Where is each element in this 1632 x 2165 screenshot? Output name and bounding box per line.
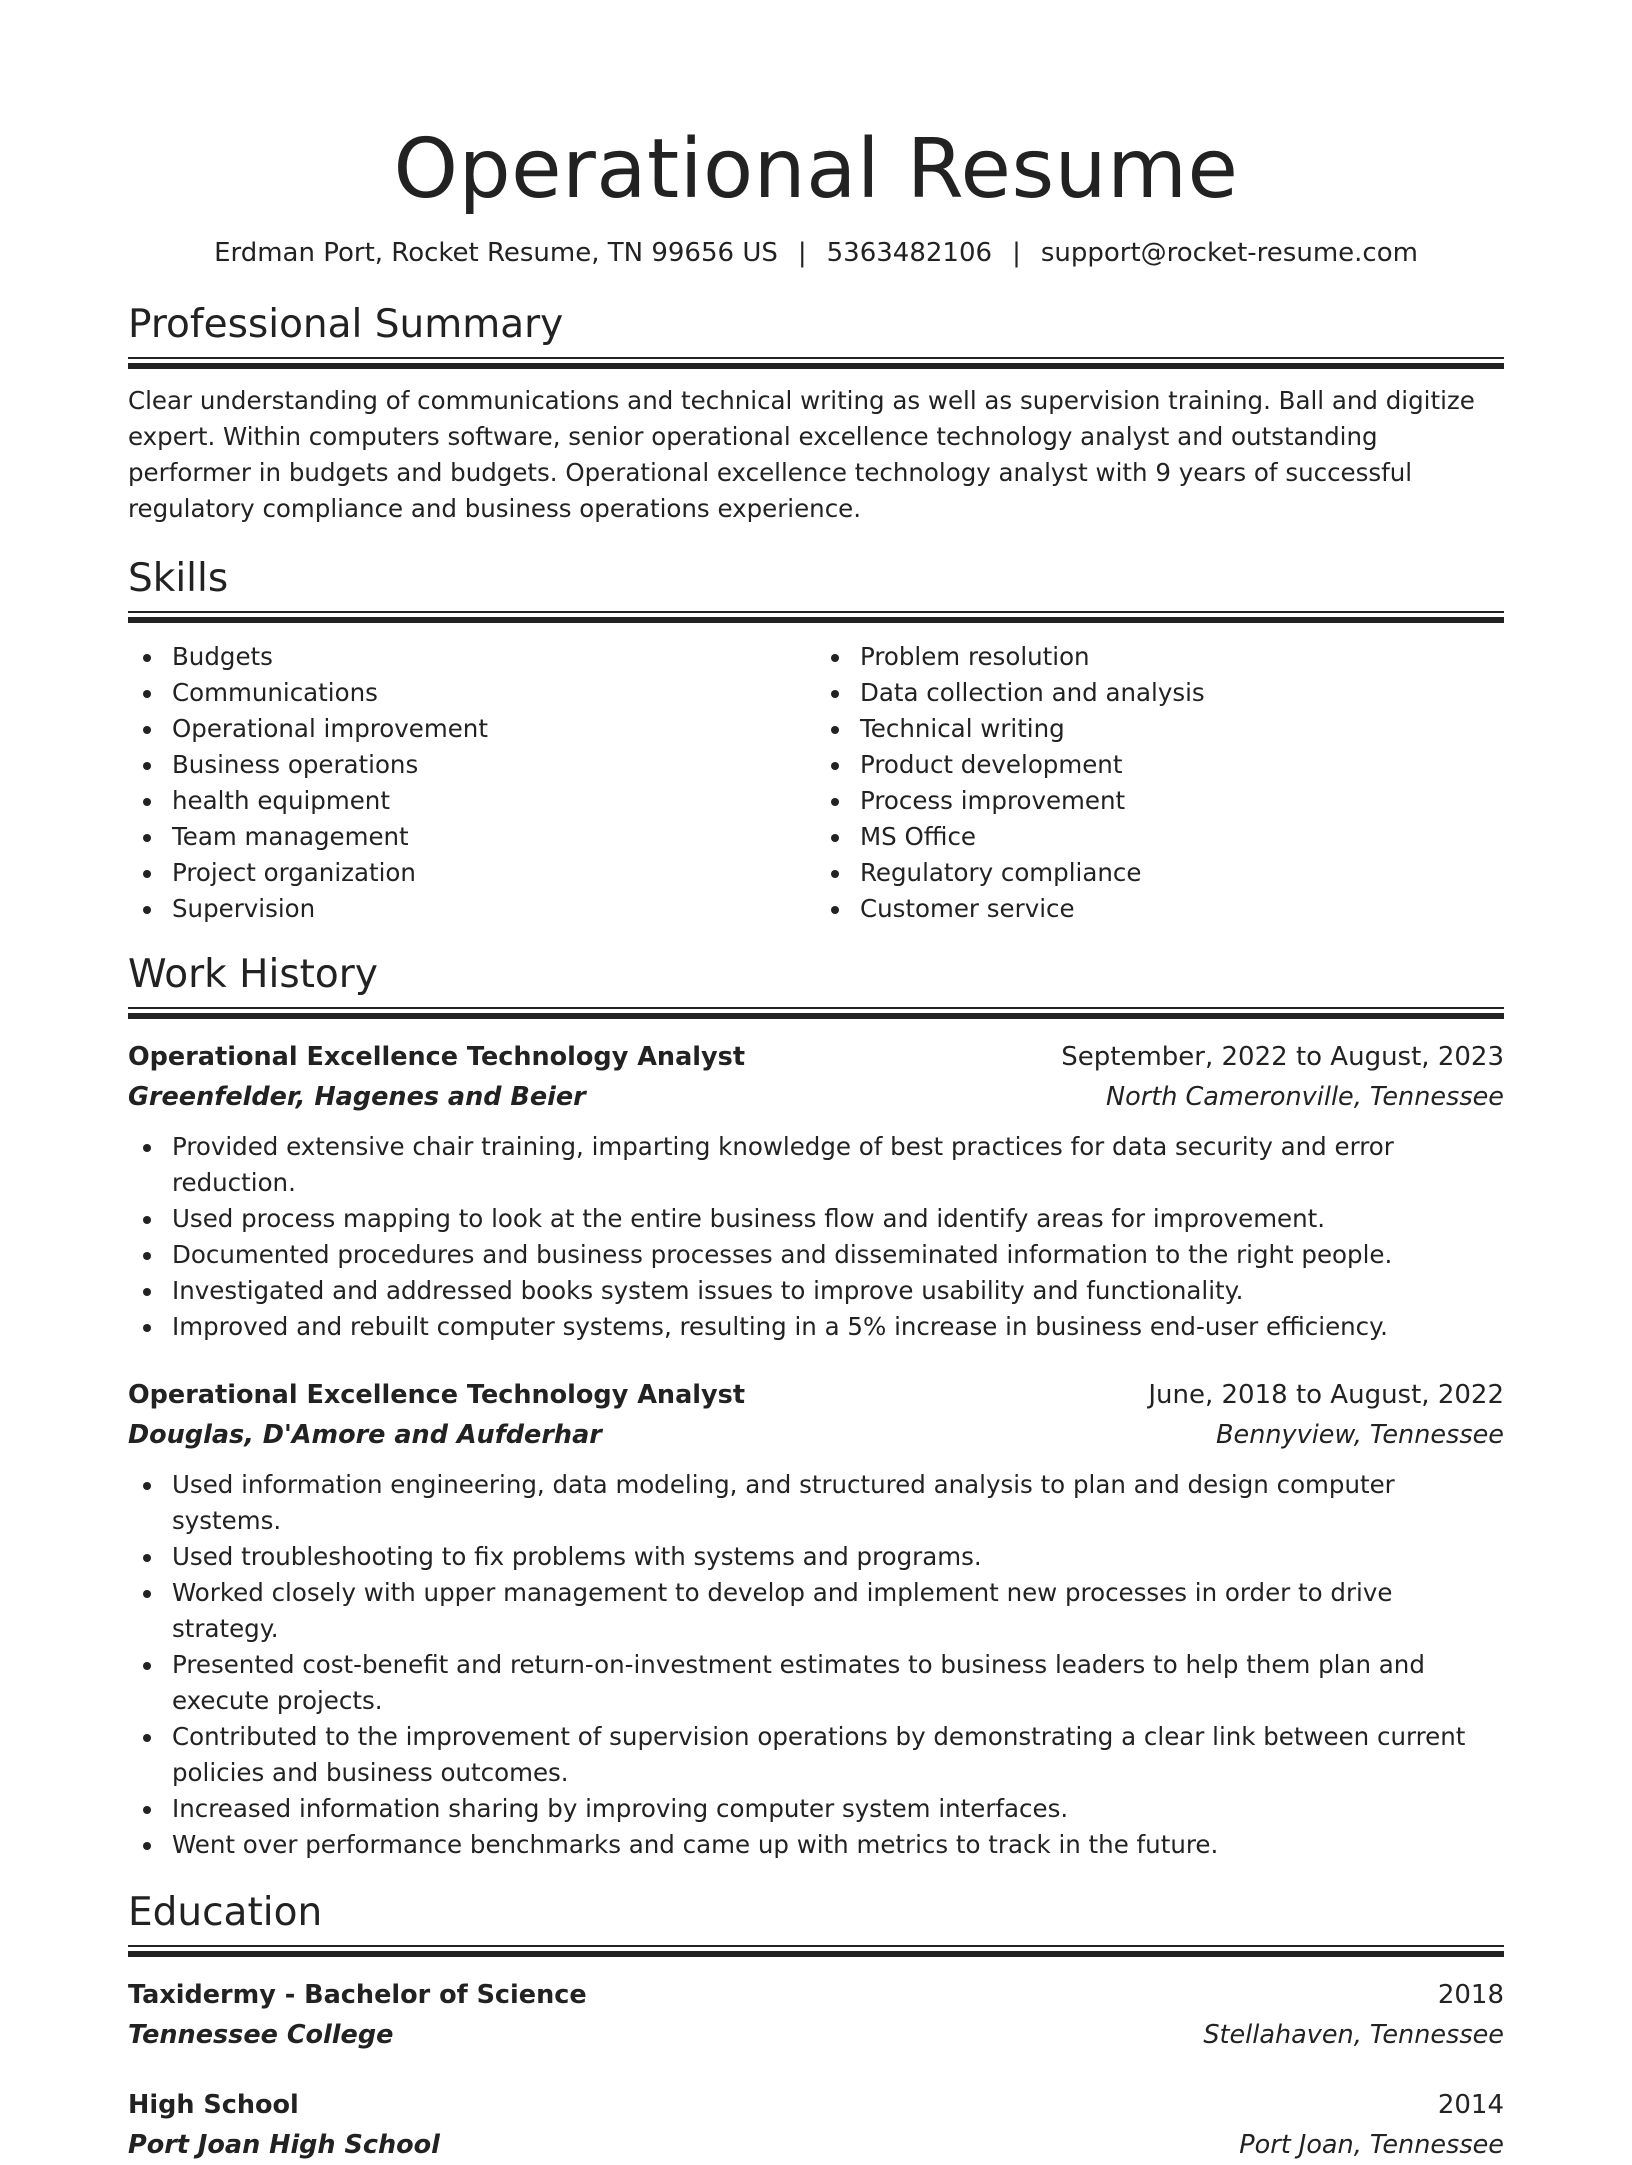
job-bullet: Worked closely with upper management to develop and implement new processes in order to drive strategy. [128, 1575, 1504, 1647]
skill-item: Customer service [816, 891, 1504, 927]
job-bullets [128, 1467, 1504, 1863]
job-company: Douglas, D'Amore and Aufderhar [128, 1420, 602, 1450]
skill-item: Problem resolution [816, 639, 1504, 675]
job-title: Operational Excellence Technology Analyst [128, 1380, 746, 1410]
education-entry [128, 2085, 1504, 2165]
section-divider [128, 357, 1504, 369]
skill-item: Communications [128, 675, 816, 711]
skills-list [128, 639, 1504, 927]
skill-item: Team management [128, 819, 816, 855]
job-bullet: Documented procedures and business processes and disseminated information to the right people. [128, 1237, 1504, 1273]
job-dates: June, 2018 to August, 2022 [1148, 1380, 1504, 1410]
education-section [128, 1889, 1504, 2165]
job-bullet: Presented cost-benefit and return-on-investment estimates to business leaders to help them plan and execute projects. [128, 1647, 1504, 1719]
education-heading: Education [128, 1890, 323, 1935]
skill-item: Process improvement [816, 783, 1504, 819]
summary-text: Clear understanding of communications and technical writing as well as supervision training. Ball and digitize expert. Within computers software, senior operational excellence technology analyst and outstanding performer in budgets and budgets. Operational excellence technology analyst with 9 years of successful regulatory compliance and business operations experience. [128, 386, 1475, 523]
contact-separator: | [1012, 238, 1021, 268]
skills-column-right [816, 639, 1504, 927]
summary-heading: Professional Summary [128, 302, 564, 347]
education-school: Tennessee College [128, 2020, 394, 2050]
job-bullet: Increased information sharing by improving computer system interfaces. [128, 1791, 1504, 1827]
contact-separator: | [797, 238, 807, 268]
skill-item: Operational improvement [128, 711, 816, 747]
skill-item: Technical writing [816, 711, 1504, 747]
work-section [128, 951, 1504, 1863]
section-divider [128, 1945, 1504, 1957]
section-divider [128, 611, 1504, 623]
skill-item: MS Office [816, 819, 1504, 855]
job-bullets [128, 1129, 1504, 1345]
skill-item: Budgets [128, 639, 816, 675]
contact-phone: 5363482106 [826, 238, 993, 268]
job-company: Greenfelder, Hagenes and Beier [128, 1082, 586, 1112]
job-entry [128, 1037, 1504, 1345]
skill-item: Product development [816, 747, 1504, 783]
contact-line [128, 236, 1504, 270]
job-bullet: Went over performance benchmarks and came up with metrics to track in the future. [128, 1827, 1504, 1863]
job-location: Bennyview, Tennessee [1216, 1420, 1504, 1450]
job-title: Operational Excellence Technology Analyst [128, 1042, 746, 1072]
skill-item: health equipment [128, 783, 816, 819]
job-bullet: Used information engineering, data modeling, and structured analysis to plan and design computer systems. [128, 1467, 1504, 1539]
job-bullet: Investigated and addressed books system issues to improve usability and functionality. [128, 1273, 1504, 1309]
summary-section [128, 301, 1504, 527]
work-heading: Work History [128, 952, 378, 997]
education-location: Port Joan, Tennessee [1239, 2130, 1504, 2160]
education-school: Port Joan High School [128, 2130, 440, 2160]
job-dates: September, 2022 to August, 2023 [1061, 1042, 1504, 1072]
education-location: Stellahaven, Tennessee [1203, 2020, 1504, 2050]
skills-section [128, 555, 1504, 927]
job-entry [128, 1375, 1504, 1863]
education-year: 2018 [1437, 1980, 1504, 2010]
job-bullet: Contributed to the improvement of supervision operations by demonstrating a clear link between current policies and business outcomes. [128, 1719, 1504, 1791]
skills-column-left [128, 639, 816, 927]
skills-heading: Skills [128, 556, 229, 601]
skill-item: Supervision [128, 891, 816, 927]
job-bullet: Improved and rebuilt computer systems, resulting in a 5% increase in business end-user efficiency. [128, 1309, 1504, 1345]
page-title: Operational Resume [393, 122, 1239, 217]
job-bullet: Provided extensive chair training, imparting knowledge of best practices for data security and error reduction. [128, 1129, 1504, 1201]
skill-item: Business operations [128, 747, 816, 783]
contact-address: Erdman Port, Rocket Resume, TN 99656 US [214, 238, 778, 268]
skill-item: Project organization [128, 855, 816, 891]
education-entry [128, 1975, 1504, 2055]
education-year: 2014 [1437, 2090, 1504, 2120]
contact-email: support@rocket-resume.com [1040, 238, 1418, 268]
skill-item: Data collection and analysis [816, 675, 1504, 711]
skill-item: Regulatory compliance [816, 855, 1504, 891]
education-degree: High School [128, 2090, 299, 2120]
job-bullet: Used troubleshooting to fix problems with systems and programs. [128, 1539, 1504, 1575]
job-location: North Cameronville, Tennessee [1106, 1082, 1504, 1112]
education-degree: Taxidermy - Bachelor of Science [128, 1980, 587, 2010]
job-bullet: Used process mapping to look at the entire business flow and identify areas for improvement. [128, 1201, 1504, 1237]
section-divider [128, 1007, 1504, 1019]
